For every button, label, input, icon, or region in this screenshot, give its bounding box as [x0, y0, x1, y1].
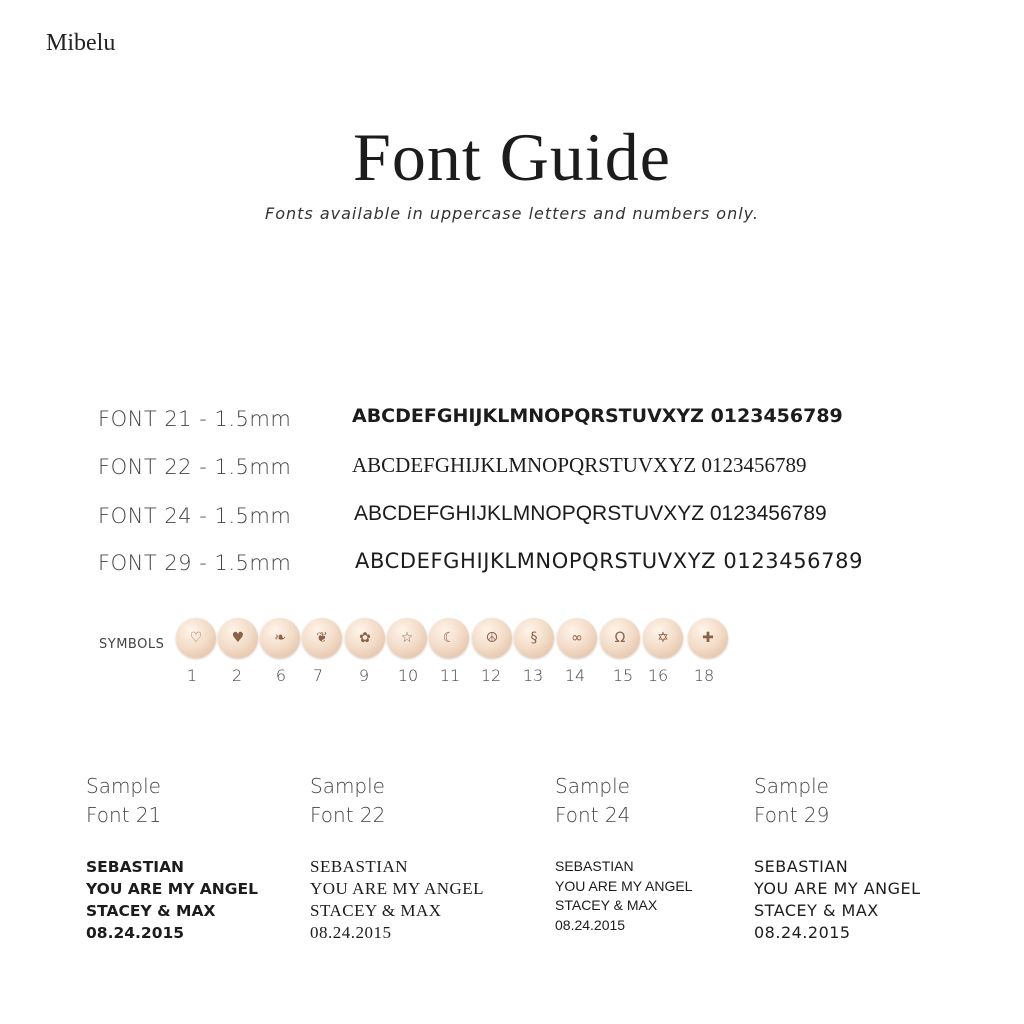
- heart-icon: ♥: [218, 618, 258, 658]
- page-title: Font Guide: [353, 119, 671, 195]
- symbol-number: 7: [312, 666, 324, 685]
- font-sample: ABCDEFGHIJKLMNOPQRSTUVXYZ 0123456789: [352, 453, 807, 477]
- horseshoe-icon: Ω: [600, 618, 640, 658]
- symbol-number: 18: [693, 666, 715, 685]
- font-sample: ABCDEFGHIJKLMNOPQRSTUVXYZ 0123456789: [352, 405, 843, 427]
- font-label: FONT 29 - 1.5mm: [98, 551, 292, 575]
- brand-logo: Mibelu: [46, 30, 116, 56]
- cross-icon: ✚: [688, 618, 728, 658]
- symbol-number: 11: [439, 666, 461, 685]
- symbol-number: 13: [522, 666, 544, 685]
- symbol-number: 1: [186, 666, 198, 685]
- seahorse-icon: §: [514, 618, 554, 658]
- font-row-21: [98, 403, 978, 435]
- sample-font-24: [555, 772, 775, 935]
- symbol-number: 2: [231, 666, 243, 685]
- sample-font-22: [310, 772, 530, 944]
- sample-line: SEBASTIAN: [555, 858, 634, 874]
- symbol-number: 15: [612, 666, 634, 685]
- page-subtitle: Fonts available in uppercase letters and numbers only.: [265, 204, 759, 223]
- sample-line: SEBASTIAN: [86, 858, 185, 876]
- sample-heading: Sample: [310, 774, 385, 798]
- symbol-number: 6: [275, 666, 287, 685]
- sample-font-name: Font 22: [310, 803, 386, 827]
- symbols-label: SYMBOLS: [99, 637, 165, 652]
- symbol-number: 10: [397, 666, 419, 685]
- sample-font-name: Font 24: [555, 803, 631, 827]
- font-sample: ABCDEFGHIJKLMNOPQRSTUVXYZ 0123456789: [355, 549, 864, 573]
- font-label: FONT 21 - 1.5mm: [98, 407, 292, 431]
- sample-line: 08.24.2015: [86, 924, 185, 942]
- sample-line: 08.24.2015: [555, 916, 626, 933]
- sample-line: STACEY & MAX: [555, 897, 658, 913]
- symbol-number: 14: [564, 666, 586, 685]
- sample-line: YOU ARE MY ANGEL: [555, 877, 693, 894]
- leaf-icon: ❦: [302, 618, 342, 658]
- font-row-29: [98, 547, 978, 579]
- heart-outline-icon: ♡: [176, 618, 216, 658]
- sample-font-name: Font 29: [754, 803, 830, 827]
- sample-line: SEBASTIAN: [754, 857, 849, 876]
- symbol-number: 12: [480, 666, 502, 685]
- sample-line: YOU ARE MY ANGEL: [754, 879, 921, 898]
- sample-font-name: Font 21: [86, 803, 162, 827]
- sample-heading: Sample: [754, 774, 829, 798]
- sample-heading: Sample: [555, 774, 630, 798]
- sample-line: 08.24.2015: [310, 923, 392, 942]
- moon-icon: ☾: [429, 618, 469, 658]
- sample-line: STACEY & MAX: [86, 902, 216, 920]
- sample-line: SEBASTIAN: [310, 857, 409, 876]
- font-row-22: [98, 451, 978, 483]
- star-icon: ☆: [387, 618, 427, 658]
- font-row-24: [98, 500, 978, 532]
- font-label: FONT 22 - 1.5mm: [98, 455, 292, 479]
- sample-line: YOU ARE MY ANGEL: [310, 879, 485, 898]
- sample-line: STACEY & MAX: [754, 901, 879, 920]
- font-label: FONT 24 - 1.5mm: [98, 504, 292, 528]
- sample-line: 08.24.2015: [754, 923, 851, 942]
- sample-heading: Sample: [86, 774, 161, 798]
- symbol-number: 9: [358, 666, 370, 685]
- flower-icon: ✿: [345, 618, 385, 658]
- sample-font-29: [754, 772, 974, 944]
- sample-line: STACEY & MAX: [310, 901, 442, 920]
- feather-icon: ❧: [260, 618, 300, 658]
- sample-font-21: [86, 772, 306, 944]
- symbol-number: 16: [647, 666, 669, 685]
- star-of-david-icon: ✡: [643, 618, 683, 658]
- infinity-icon: ∞: [557, 618, 597, 658]
- sample-line: YOU ARE MY ANGEL: [86, 880, 258, 898]
- peace-icon: ☮: [472, 618, 512, 658]
- font-sample: ABCDEFGHIJKLMNOPQRSTUVXYZ 0123456789: [354, 502, 827, 525]
